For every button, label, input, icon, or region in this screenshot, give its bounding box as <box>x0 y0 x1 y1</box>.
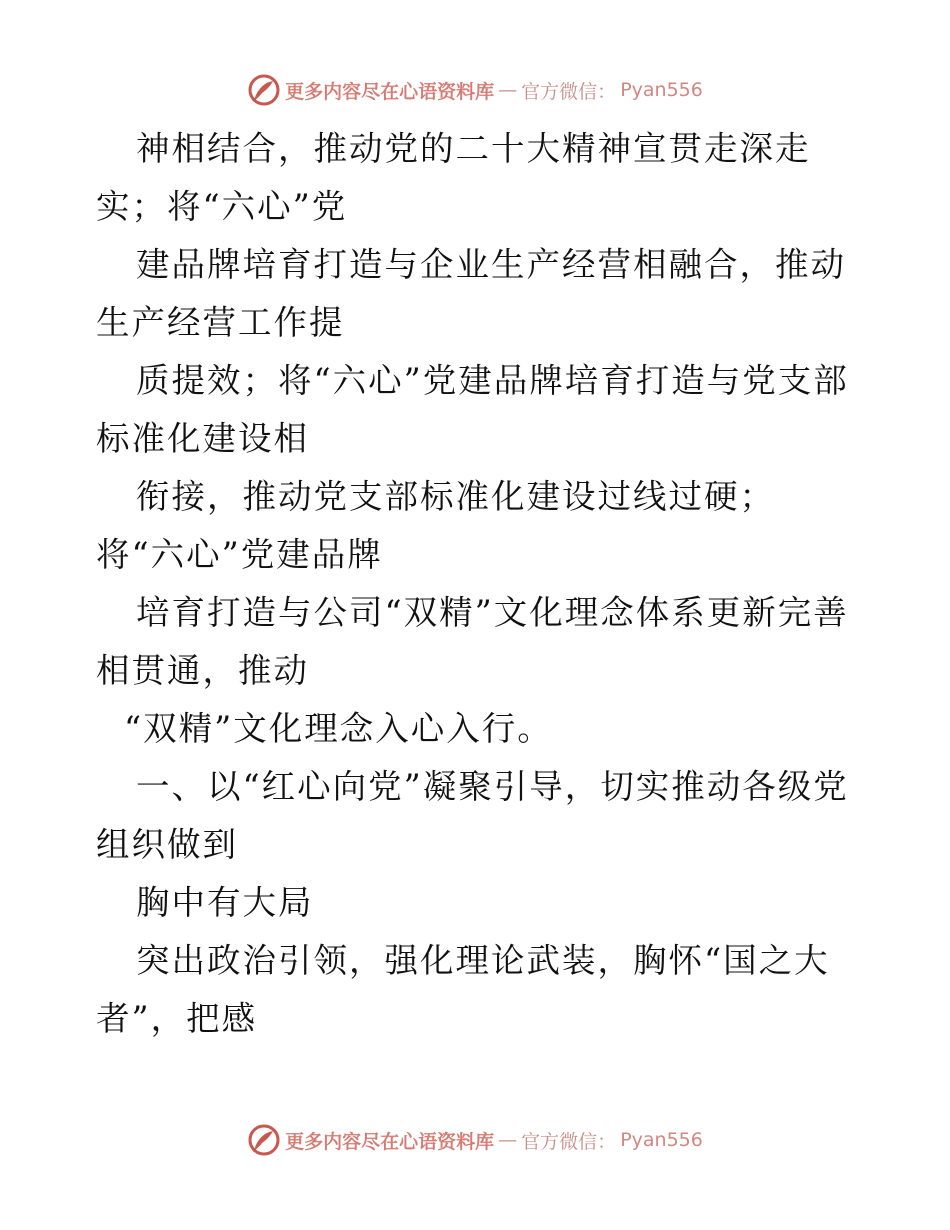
paragraph: 培育打造与公司“双精”文化理念体系更新完善相贯通，推动 <box>96 593 849 690</box>
footer-watermark-banner <box>0 1120 950 1160</box>
section-heading: 一、以“红心向党”凝聚引导，切实推动各级党组织做到 <box>96 767 849 864</box>
watermark-dash: — <box>498 79 518 101</box>
paragraph: 衔接，推动党支部标准化建设过线过硬；将“六心”党建品牌 <box>96 477 775 574</box>
subheading: 胸中有大局 <box>136 883 314 922</box>
watermark-main-text: 更多内容尽在心语资料库 <box>285 1130 495 1153</box>
paragraph: 质提效；将“六心”党建品牌培育打造与党支部标准化建设相 <box>96 361 849 458</box>
watermark-dash: — <box>498 1129 518 1151</box>
header-watermark-banner <box>0 70 950 110</box>
paragraph: 突出政治引领，强化理论武装，胸怀“国之大者”，把感 <box>96 941 830 1038</box>
paragraph: 神相结合，推动党的二十大精神宣贯走深走实；将“六心”党 <box>96 129 811 226</box>
watermark-label: 官方微信： <box>521 1130 617 1153</box>
watermark-main-text: 更多内容尽在心语资料库 <box>285 80 495 103</box>
quill-logo-icon <box>247 1123 281 1157</box>
watermark-wechat-id: Pyan556 <box>620 1129 703 1151</box>
watermark-label: 官方微信： <box>521 80 617 103</box>
watermark-wechat-id: Pyan556 <box>620 79 703 101</box>
paragraph: “双精”文化理念入心入行。 <box>124 709 553 748</box>
quill-logo-icon <box>247 73 281 107</box>
document-body <box>96 120 856 1048</box>
paragraph: 建品牌培育打造与企业生产经营相融合，推动生产经营工作提 <box>96 245 846 342</box>
